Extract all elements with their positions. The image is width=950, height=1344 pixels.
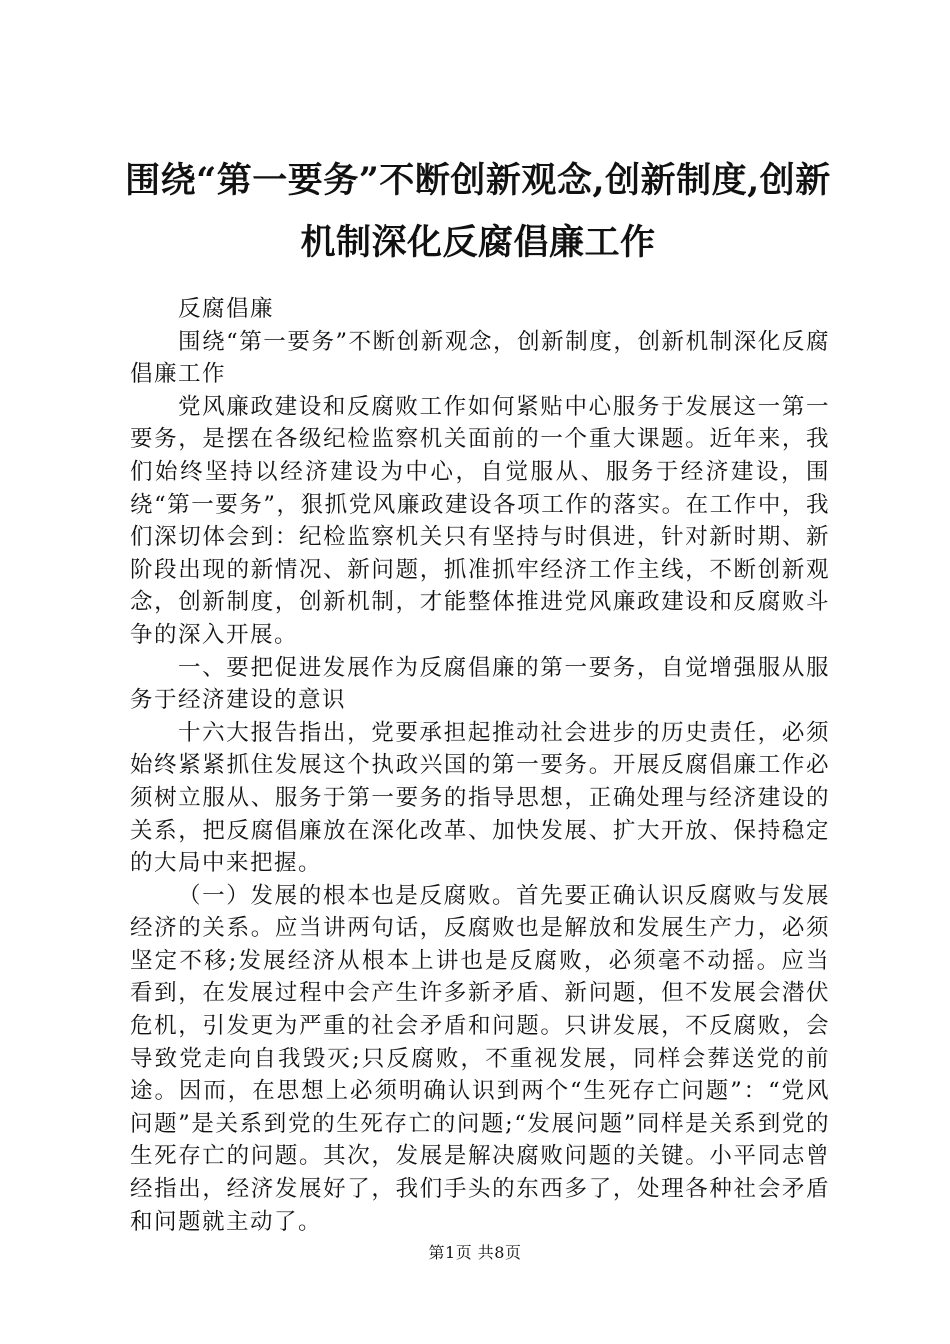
document-body: [130, 293, 830, 1238]
paragraph-section-1: 十六大报告指出，党要承担起推动社会进步的历史责任，必须始终紧紧抓住发展这个执政兴国的第一要务。开展反腐倡廉工作必须树立服从、服务于第一要务的指导思想，正确处理与经济建设的关系，把反腐倡廉放在深化改革、加快发展、扩大开放、保持稳定的大局中来把握。: [130, 719, 830, 877]
document-title: 围绕“第一要务”不断创新观念,创新制度,创新机制深化反腐倡廉工作: [125, 160, 831, 263]
paragraph-subsection-1: （一）发展的根本也是反腐败。首先要正确认识反腐败与发展经济的关系。应当讲两句话，反腐败也是解放和发展生产力，必须坚定不移;发展经济从根本上讲也是反腐败，必须毫不动摇。应当看到，在发展过程中会产生许多新矛盾、新问题，但不发展会潜伏危机，引发更为严重的社会矛盾和问题。只讲发展，不反腐败，会导致党走向自我毁灭;只反腐败，不重视发展，同样会葬送党的前途。因而，在思想上必须明确认识到两个“生死存亡问题”：“党风问题”是关系到党的生死存亡的问题;“发展问题”同样是关系到党的生死存亡的问题。其次，发展是解决腐败问题的关键。小平同志曾经指出，经济发展好了，我们手头的东西多了，处理各种社会矛盾和问题就主动了。: [130, 882, 830, 1235]
page-footer: 第1页 共8页: [428, 1243, 522, 1262]
paragraph-subtitle: 围绕“第一要务”不断创新观念，创新制度，创新机制深化反腐倡廉工作: [130, 328, 830, 388]
paragraph-category: 反腐倡廉: [178, 296, 275, 322]
section-heading-1: 一、要把促进发展作为反腐倡廉的第一要务，自觉增强服从服务于经济建设的意识: [130, 654, 830, 714]
paragraph-intro: 党风廉政建设和反腐败工作如何紧贴中心服务于发展这一第一要务，是摆在各级纪检监察机关面前的一个重大课题。近年来，我们始终坚持以经济建设为中心，自觉服从、服务于经济建设，围绕“第一要务”，狠抓党风廉政建设各项工作的落实。在工作中，我们深切体会到：纪检监察机关只有坚持与时俱进，针对新时期、新阶段出现的新情况、新问题，抓准抓牢经济工作主线，不断创新观念，创新制度，创新机制，才能整体推进党风廉政建设和反腐败斗争的深入开展。: [130, 393, 830, 648]
